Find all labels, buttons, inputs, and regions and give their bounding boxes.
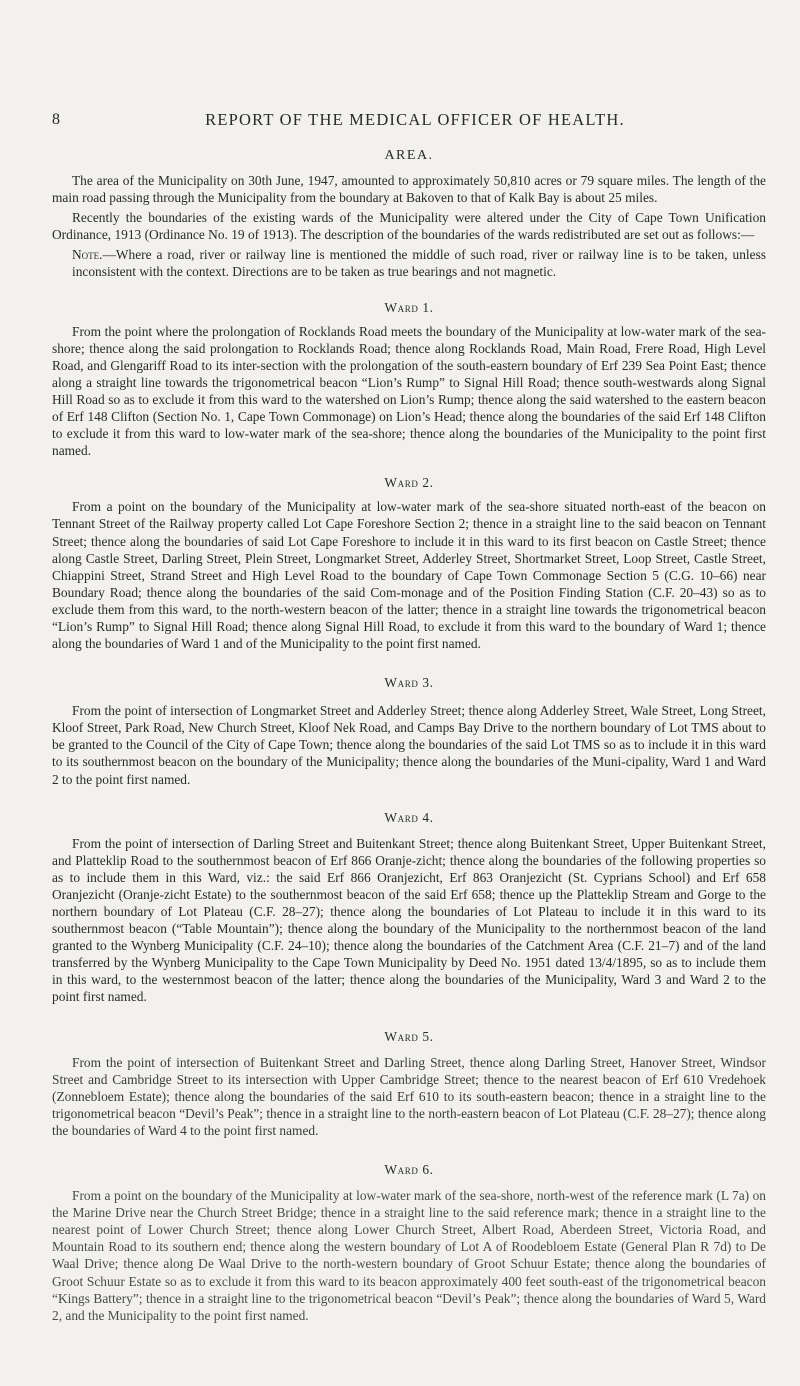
- ward-heading: Ward 1.: [384, 299, 434, 315]
- ward-heading: Ward 2.: [384, 475, 434, 491]
- document-body: [52, 148, 766, 1324]
- ward-paragraph: From the point of intersection of Longmarket Street and Adderley Street; thence along Adderley Street, Wale Street, Long Street, Kloof Street, Park Road, New Church Street, Kloof Nek Road, and Camps Bay Drive to the northern boundary of Lot TMS about to be granted to the Council of the City of Cape Town; thence along the boundaries of the said Lot TMS so as to include it in this ward to its southernmost beacon on the boundary of the Municipality; thence along the boundaries of the Muni-cipality, Ward 1 and Ward 2 to the point first named.: [52, 703, 766, 787]
- note-lead: Note.: [72, 247, 103, 263]
- note-text: —Where a road, river or railway line is mentioned the middle of such road, river or railway line is to be taken, unless inconsistent with the context. Directions are to be taken as true bearings and not magnetic.: [72, 247, 766, 280]
- running-title: REPORT OF THE MEDICAL OFFICER OF HEALTH.: [205, 110, 625, 129]
- page-number: 8: [52, 111, 61, 128]
- note-paragraph: [52, 246, 766, 280]
- ward-paragraph: From the point of intersection of Darling Street and Buitenkant Street; thence along Buitenkant Street, Upper Buitenkant Street, and Platteklip Road to the southernmost beacon of Erf 866 Oranje-zicht; thence along the boundaries of the following properties so as to include them in this Ward, viz.: the said Erf 866 Oranjezicht, Erf 863 Oranjezicht (St. Cyprians School) and Erf 658 Oranjezicht (Oranje-zicht Estate) to the southernmost beacon of the said Erf 658; thence up the Platteklip Stream and Gorge to the northern boundary of Lot Plateau (C.F. 28–27); thence along the boundaries of Lot Plateau to include it in this ward to its southernmost beacon (“Table Mountain”); thence along the boundary of the Municipality to the northernmost beacon of the land granted to the Wynberg Municipality (C.F. 24–10); thence along the boundaries of the Catchment Area (C.F. 21–7) and of the land transferred by the Wynberg Municipality to the Cape Town Municipality by Deed No. 1951 dated 13/4/1895, so as to include them in this ward, to the westernmost beacon of the latter; thence along the boundaries of the Municipality, Ward 3 and Ward 2 to the point first named.: [52, 835, 766, 1005]
- intro-paragraph: The area of the Municipality on 30th June, 1947, amounted to approximately 50,810 acres or 79 square miles. The length of the main road passing through the Municipality from the boundary at Bakoven to that of Kalk Bay is about 25 miles.: [52, 173, 766, 206]
- ward-paragraph: From the point where the prolongation of Rocklands Road meets the boundary of the Municipality at low-water mark of the sea-shore; thence along the said prolongation to Rocklands Road; thence along Rocklands Road, Main Road, Frere Road, High Level Road, and Glengariff Road to its inter-section with the prolongation of the south-eastern boundary of Erf 239 Sea Point East; thence along a straight line towards the trigonometrical beacon “Lion’s Rump” to Signal Hill Road; thence south-westwards along Signal Hill Road so as to exclude it from this ward to the watershed on Lion’s Rump; thence along the said watershed to the eastern beacon of Erf 148 Clifton (Section No. 1, Cape Town Commonage) on Lion’s Head; thence along the boundaries of the said Erf 148 Clifton to exclude it from this ward to low-water mark of the sea-shore; thence along the boundaries of the Municipality to the point first named.: [52, 323, 766, 459]
- ward-heading: Ward 4.: [384, 809, 434, 825]
- ward-heading: Ward 3.: [384, 675, 434, 691]
- section-title: AREA.: [384, 148, 434, 163]
- ward-heading: Ward 5.: [384, 1028, 434, 1044]
- ward-paragraph: From a point on the boundary of the Municipality at low-water mark of the sea-shore situated north-east of the beacon on Tennant Street of the Railway property called Lot Cape Foreshore Section 2; thence in a straight line to the said beacon on Tennant Street; thence along the boundaries of said Lot Cape Foreshore to include it in this ward to its first beacon on Castle Street; thence along Castle Street, Darling Street, Plein Street, Longmarket Street, Adderley Street, Shortmarket Street, Loop Street, Castle Street, Chiappini Street, Strand Street and High Level Road to the boundary of Cape Town Commonage Section 5 (C.G. 10–66) near Boundary Road; thence along the boundaries of the said Com-monage and of the Position Finding Station (C.F. 20–43) so as to exclude them from this ward, to the north-western beacon of the latter; thence in a straight line towards the trigonometrical beacon “Lion’s Rump” to Signal Hill Road; thence along Signal Hill Road, to exclude it from this ward to the boundary of Ward 1; thence along the boundaries of Ward 1 and of the Municipality to the point first named.: [52, 499, 766, 652]
- ward-paragraph: From a point on the boundary of the Municipality at low-water mark of the sea-shore, north-west of the reference mark (L 7a) on the Marine Drive near the Church Street Bridge; thence in a straight line to the said reference mark; thence in a straight line to the nearest point of Lower Church Street; thence along Lower Church Street, Albert Road, Aberdeen Street, Victoria Road, and Mountain Road to its southern end; thence along the western boundary of Lot A of Roodebloem Estate (General Plan R 7d) to De Waal Drive; thence along De Waal Drive to the north-western boundary of Groot Schuur Estate; thence along the boundaries of Groot Schuur Estate so as to exclude it from this ward to its beacon approximately 400 feet south-east of the trigonometrical beacon “Kings Battery”; thence in a straight line to the trigonometrical beacon “Devil’s Peak”; thence along the boundaries of Ward 5, Ward 2, and the Municipality to the point first named.: [52, 1188, 766, 1323]
- ward-heading: Ward 6.: [384, 1162, 434, 1178]
- ward-paragraph: From the point of intersection of Buitenkant Street and Darling Street, thence along Darling Street, Hanover Street, Windsor Street and Cambridge Street to its intersection with Upper Cambridge Street; thence to the nearest beacon of Erf 610 Vredehoek (Zonnebloem Estate); thence along the boundaries of the said Erf 610 to its south-eastern beacon; thence in a straight line to the trigonometrical beacon “Devil’s Peak”; thence in a straight line to the north-eastern beacon of Lot Plateau (C.F. 28–27); thence along the boundaries of Ward 4 to the point first named.: [52, 1054, 766, 1138]
- intro-paragraph: Recently the boundaries of the existing wards of the Municipality were altered under the City of Cape Town Unification Ordinance, 1913 (Ordinance No. 19 of 1913). The description of the boundaries of the wards redistributed are set out as follows:—: [52, 210, 766, 243]
